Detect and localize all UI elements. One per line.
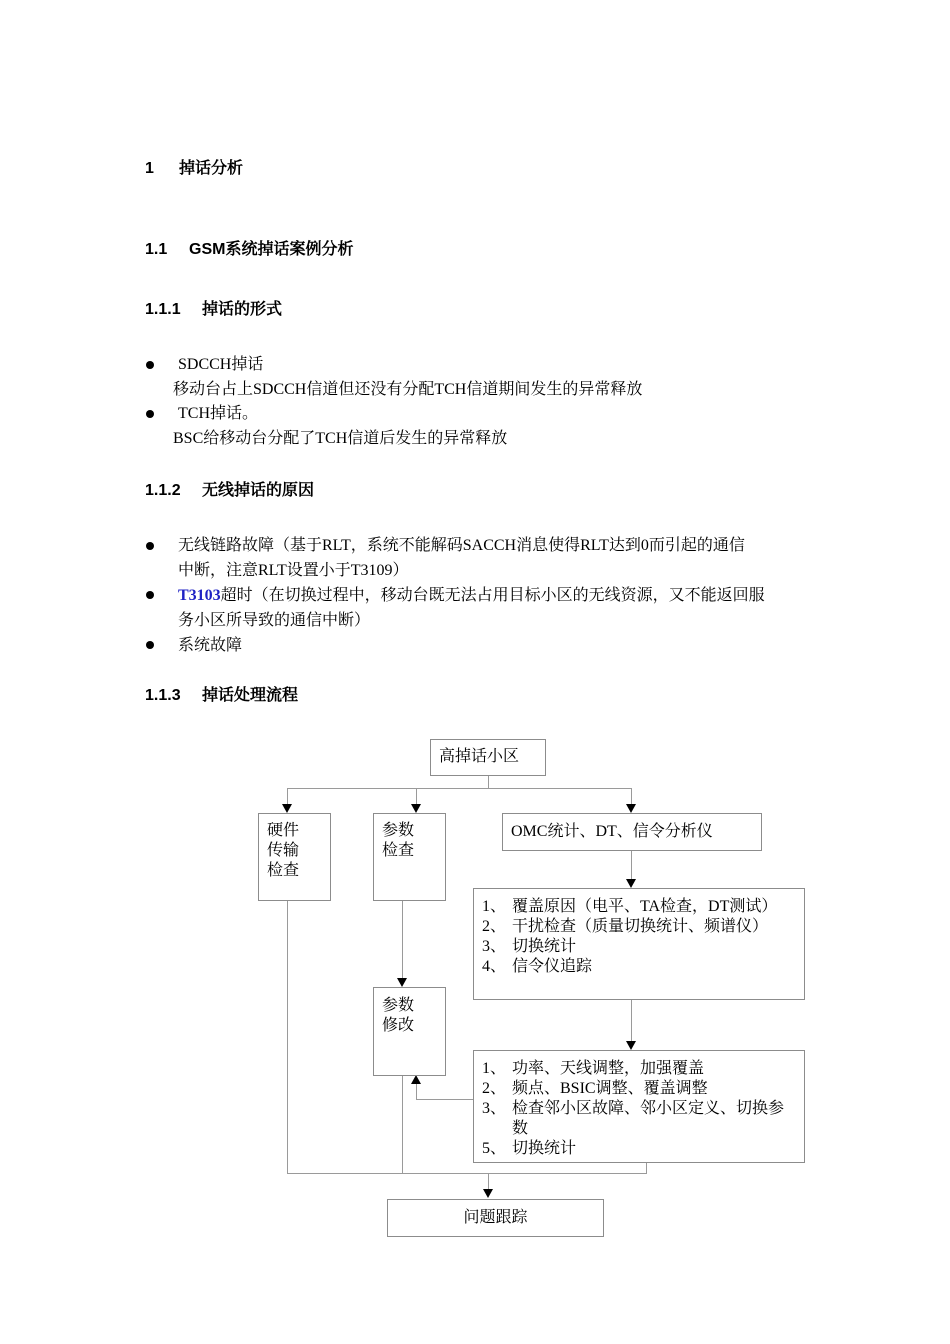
- list-item: 1、 功率、天线调整，加强覆盖: [482, 1060, 705, 1077]
- arrow-down-icon: [483, 1189, 493, 1198]
- connector: [631, 851, 632, 879]
- connector: [416, 788, 417, 804]
- box-high-drop-cell: 高掉话小区: [430, 739, 546, 776]
- heading-1-1-3: 1.1.3 掉话处理流程: [145, 687, 299, 704]
- analysis-list: [482, 897, 796, 977]
- arrow-down-icon: [626, 879, 636, 888]
- box-problem-tracking: 问题跟踪: [387, 1199, 604, 1237]
- arrow-down-icon: [626, 804, 636, 813]
- cause-t3103-line2: 务小区所导致的通信中断）: [178, 612, 371, 629]
- bullet-icon: [146, 410, 154, 418]
- arrow-up-icon: [411, 1075, 421, 1084]
- t3103-keyword: T3103: [178, 587, 221, 604]
- cause-t3103-line1: T3103超时（在切换过程中，移动台既无法占用目标小区的无线资源，又不能返回服: [178, 587, 765, 604]
- connector: [287, 788, 288, 804]
- list-item: 4、 信令仪追踪: [482, 958, 593, 975]
- arrow-down-icon: [626, 1041, 636, 1050]
- bullet-icon: [146, 641, 154, 649]
- list-item: 3、 切换统计: [482, 938, 577, 955]
- bullet-icon: [146, 542, 154, 550]
- box-actions-list: [473, 1050, 805, 1163]
- connector: [416, 1084, 417, 1099]
- form-sdcch-label: SDCCH掉话: [178, 356, 264, 373]
- box-omc-statistics: OMC统计、DT、信令分析仪: [502, 813, 762, 851]
- connector: [631, 1000, 632, 1041]
- actions-list: [482, 1059, 796, 1159]
- cause-system-fault: 系统故障: [178, 637, 243, 654]
- connector: [488, 776, 489, 788]
- arrow-down-icon: [411, 804, 421, 813]
- list-item: 5、 切换统计: [482, 1140, 577, 1157]
- connector: [402, 900, 403, 978]
- list-item: 数: [512, 1120, 529, 1137]
- bullet-icon: [146, 361, 154, 369]
- connector: [287, 900, 288, 1173]
- form-tch-label: TCH掉话。: [178, 405, 259, 422]
- heading-1-1-2: 1.1.2 无线掉话的原因: [145, 482, 315, 499]
- connector: [646, 1162, 647, 1173]
- connector: [631, 788, 632, 804]
- connector: [287, 788, 632, 789]
- arrow-down-icon: [282, 804, 292, 813]
- box-hardware-check: 硬件 传输 检查: [258, 813, 331, 901]
- bullet-icon: [146, 591, 154, 599]
- box-parameter-modify: 参数 修改: [373, 987, 446, 1076]
- box-analysis-list: [473, 888, 805, 1000]
- connector: [287, 1173, 647, 1174]
- form-tch-desc: BSC给移动台分配了TCH信道后发生的异常释放: [173, 430, 508, 447]
- connector: [416, 1099, 474, 1100]
- list-item: 2、 干扰检查（质量切换统计、频谱仪）: [482, 918, 769, 935]
- heading-1-1-1: 1.1.1 掉话的形式: [145, 301, 283, 318]
- cause-radio-link-line1: 无线链路故障（基于RLT，系统不能解码SACCH消息使得RLT达到0而引起的通信: [178, 537, 745, 554]
- form-sdcch-desc: 移动台占上SDCCH信道但还没有分配TCH信道期间发生的异常释放: [173, 381, 643, 398]
- cause-radio-link-line2: 中断，注意RLT设置小于T3109）: [178, 562, 409, 579]
- list-item: 2、 频点、BSIC调整、覆盖调整: [482, 1080, 708, 1097]
- heading-1-1: 1.1 GSM系统掉话案例分析: [145, 241, 354, 258]
- arrow-down-icon: [397, 978, 407, 987]
- list-item: 1、 覆盖原因（电平、TA检查，DT测试）: [482, 898, 778, 915]
- connector: [488, 1173, 489, 1189]
- list-item: 3、 检查邻小区故障、邻小区定义、切换参: [482, 1100, 785, 1117]
- heading-1: 1 掉话分析: [145, 160, 244, 177]
- box-parameter-check: 参数 检查: [373, 813, 446, 901]
- connector: [402, 1075, 403, 1173]
